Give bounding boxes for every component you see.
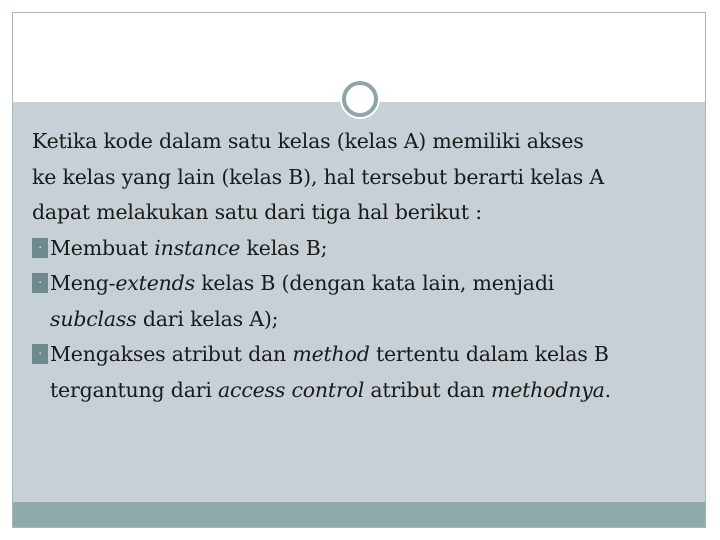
text-run: Mengakses atribut dan [50, 342, 293, 366]
bullet-item [32, 337, 692, 373]
italic-term: subclass [50, 306, 137, 331]
intro-line: dapat melakukan satu dari tiga hal berikut : [32, 200, 482, 224]
slide-body-text [32, 124, 692, 408]
italic-term: instance [154, 235, 241, 260]
bullet-box-icon: · [32, 273, 48, 293]
text-run: kelas B; [240, 235, 328, 260]
text-run: Meng- [50, 271, 116, 295]
italic-term: methodnya [490, 377, 605, 402]
bullet-continuation [32, 373, 692, 409]
italic-term: method [292, 342, 370, 366]
circle-ornament-icon [340, 79, 380, 119]
text-run: dari kelas A); [136, 306, 279, 331]
italic-term: extends [115, 271, 195, 295]
text-run: atribut dan [364, 377, 491, 402]
bullet-continuation [32, 302, 692, 338]
text-run: . [604, 377, 611, 402]
intro-line: Ketika kode dalam satu kelas (kelas A) memiliki akses [32, 129, 584, 153]
bullet-text [50, 266, 692, 302]
bullet-text [50, 337, 692, 373]
bullet-item [32, 231, 692, 267]
text-run: kelas B (dengan kata lain, menjadi [194, 271, 555, 295]
bullet-box-icon: · [32, 238, 48, 258]
bullet-text [50, 231, 692, 267]
footer-bar [13, 502, 705, 527]
text-run: tertentu dalam kelas B [369, 342, 609, 366]
bullet-box-icon: · [32, 344, 48, 364]
ring-icon [342, 81, 378, 117]
italic-term: access control [218, 377, 365, 402]
intro-line: ke kelas yang lain (kelas B), hal tersebut berarti kelas A [32, 164, 604, 189]
text-run: tergantung dari [50, 377, 219, 402]
bullet-item [32, 266, 692, 302]
text-run: Membuat [50, 235, 155, 260]
